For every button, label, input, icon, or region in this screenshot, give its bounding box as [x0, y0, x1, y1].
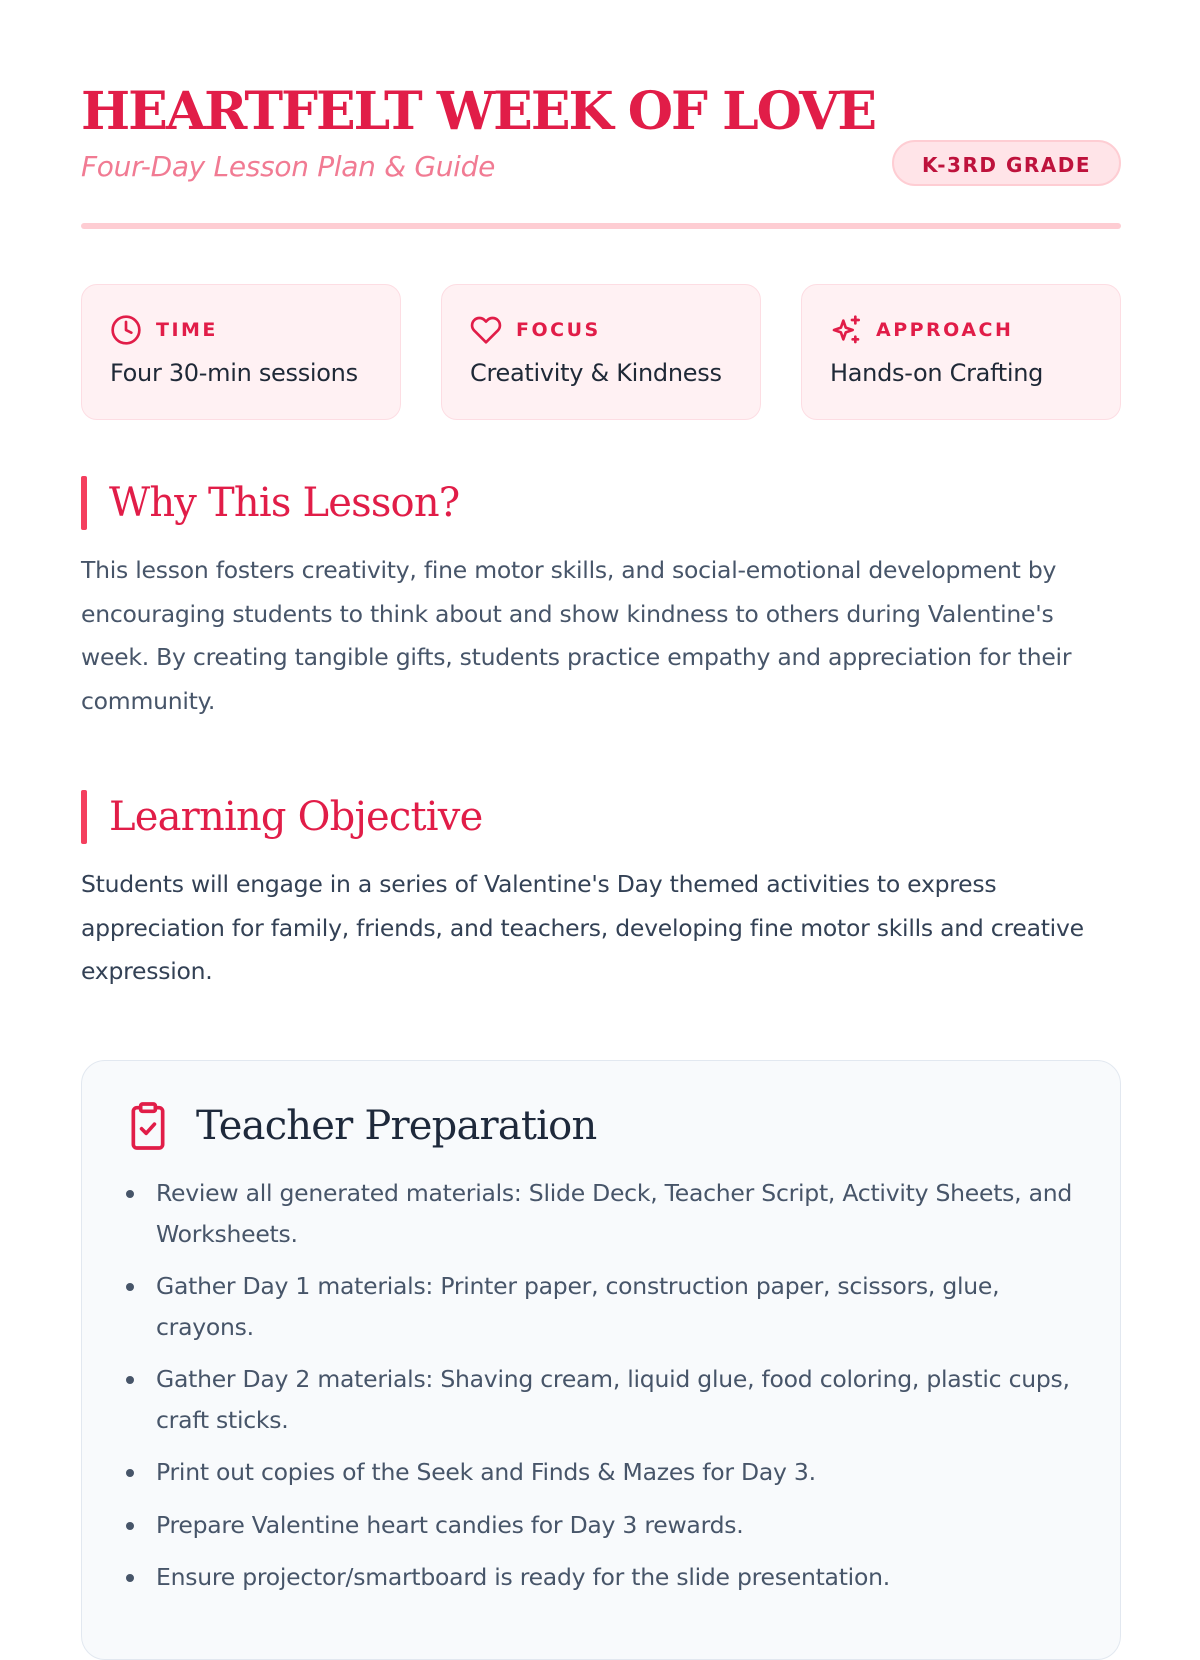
why-section-heading — [81, 476, 459, 530]
section-title: Why This Lesson? — [109, 480, 460, 526]
section-title: Learning Objective — [109, 794, 483, 840]
clock-icon — [110, 314, 142, 346]
info-card-approach — [801, 284, 1121, 420]
list-item: Gather Day 2 materials: Shaving cream, liquid glue, food coloring, plastic cups, craft sticks. — [126, 1359, 1076, 1440]
info-card-value: Hands-on Crafting — [830, 359, 1044, 387]
heart-icon — [470, 314, 502, 346]
info-card-label: APPROACH — [876, 319, 1014, 341]
lesson-plan-page — [81, 0, 1121, 1591]
info-card-label: FOCUS — [516, 319, 601, 341]
page-subtitle: Four-Day Lesson Plan & Guide — [81, 150, 496, 183]
page-title: HEARTFELT WEEK OF LOVE — [81, 81, 875, 142]
why-paragraph: This lesson fosters creativity, fine motor skills, and social-emotional development by encouraging students to think about and show kindness to others during Valentine's week. By creating tangible gifts, students practice empathy and appreciation for their community. — [81, 556, 1072, 715]
teacher-preparation-panel — [81, 1060, 1121, 1660]
info-card-time — [81, 284, 401, 420]
grade-badge: K-3RD GRADE — [892, 140, 1121, 186]
list-item: Ensure projector/smartboard is ready for the slide presentation. — [126, 1557, 1076, 1598]
sparkles-icon — [830, 314, 862, 346]
info-cards — [81, 284, 1121, 420]
info-card-value: Creativity & Kindness — [470, 359, 722, 387]
objective-section-heading — [81, 790, 482, 844]
objective-paragraph: Students will engage in a series of Valentine's Day themed activities to express appreciation for family, friends, and teachers, developing fine motor skills and creative expression. — [81, 870, 1084, 985]
list-item: Prepare Valentine heart candies for Day 3 rewards. — [126, 1505, 1076, 1546]
section-accent-bar — [81, 790, 87, 844]
info-card-focus — [441, 284, 761, 420]
preparation-list — [126, 1173, 1076, 1598]
page-header — [81, 0, 1121, 230]
preparation-title: Teacher Preparation — [196, 1103, 597, 1149]
section-accent-bar — [81, 476, 87, 530]
list-item: Review all generated materials: Slide Deck, Teacher Script, Activity Sheets, and Worksheets. — [126, 1173, 1076, 1254]
list-item: Gather Day 1 materials: Printer paper, construction paper, scissors, glue, crayons. — [126, 1266, 1076, 1347]
info-card-label: TIME — [156, 319, 218, 341]
list-item: Print out copies of the Seek and Finds & Mazes for Day 3. — [126, 1452, 1076, 1493]
header-divider — [81, 223, 1121, 229]
clipboard-check-icon — [126, 1100, 170, 1152]
info-card-value: Four 30-min sessions — [110, 359, 358, 387]
